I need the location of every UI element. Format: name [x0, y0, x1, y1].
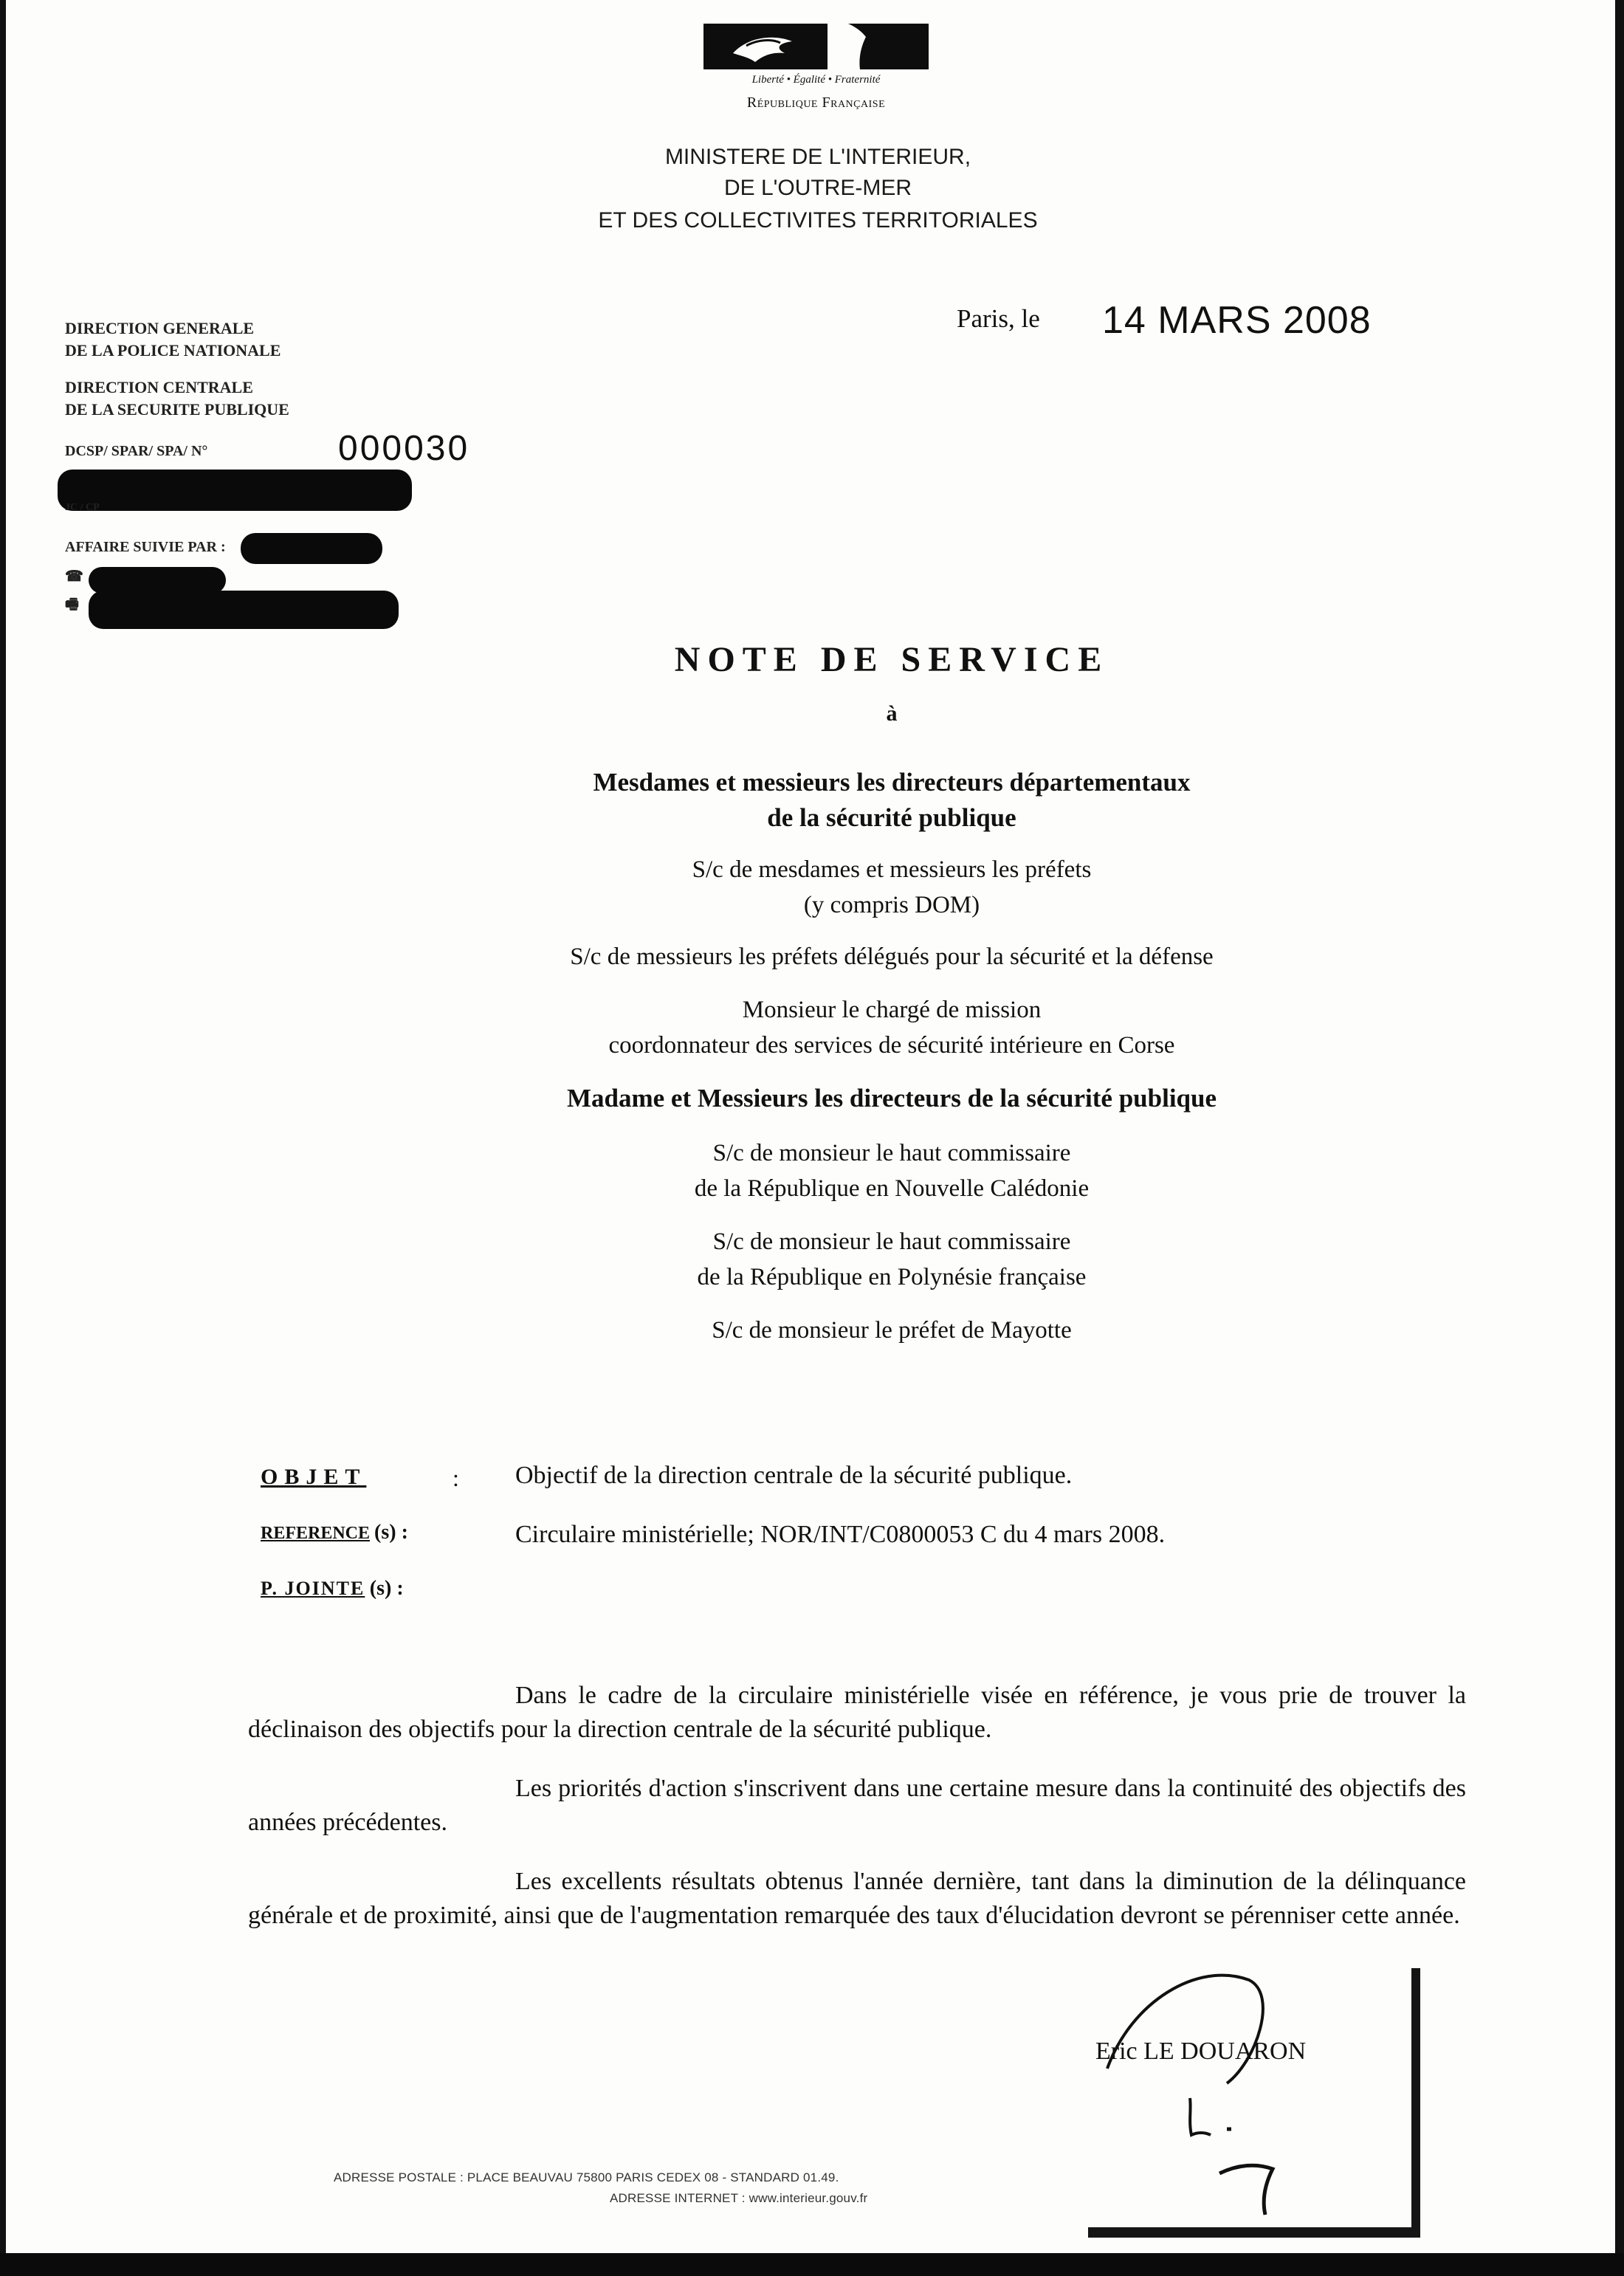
signature-block	[1079, 1958, 1411, 2227]
addressee-group2-line: Madame et Messieurs les directeurs de la sécurité publique	[566, 1084, 1217, 1113]
body-paragraph-1: Dans le cadre de la circulaire ministérielle visée en référence, je vous prie de trouver la déclinaison des objectifs pour la direction centrale de la sécurité publique.	[248, 1682, 1466, 1743]
addressee-group1-line2: de la sécurité publique	[767, 803, 1016, 832]
followed-by-label: AFFAIRE SUIVIE PAR :	[65, 539, 226, 555]
addressee-sub-line: S/c de monsieur le haut commissaire	[712, 1140, 1071, 1166]
scan-border	[0, 2253, 1624, 2276]
redaction-bar	[89, 567, 226, 594]
reference-label: DCSP/ SPAR/ SPA/ N°	[65, 443, 208, 459]
addressee-sub-line: (y compris DOM)	[803, 892, 980, 918]
addressee-sub-line: S/c de monsieur le préfet de Mayotte	[712, 1317, 1072, 1344]
body-paragraph-3: Les excellents résultats obtenus l'année dernière, tant dans la diminution de la délinquance générale et de proximité, ainsi que de l'augmentation remarquée des taux d'élucidation devront se pérenniser cette année.	[248, 1868, 1466, 1929]
phone-icon: ☎	[65, 568, 83, 585]
marianne-logo	[703, 24, 929, 69]
objet-colon: :	[453, 1465, 459, 1491]
republic-motto: Liberté • Égalité • Fraternité	[751, 74, 881, 86]
addressee-sub-line: de la République en Nouvelle Calédonie	[694, 1175, 1090, 1202]
body-paragraph-2: Les priorités d'action s'inscrivent dans une certaine mesure dans la continuité des objectifs des années précédentes.	[248, 1775, 1466, 1836]
addressee-sub-line: S/c de monsieur le haut commissaire	[712, 1228, 1071, 1255]
redaction-bar	[241, 533, 382, 564]
ministry-line-1: MINISTERE DE L'INTERIEUR,	[664, 145, 971, 169]
sender-line-2: DE LA POLICE NATIONALE	[65, 341, 281, 360]
reference-value: Circulaire ministérielle; NOR/INT/C0800053 C du 4 mars 2008.	[515, 1521, 1166, 1548]
date-value: 14 MARS 2008	[1102, 299, 1372, 342]
fax-icon: 🖷	[65, 596, 79, 613]
note-title: NOTE DE SERVICE	[674, 640, 1109, 679]
footer-postal-address: ADRESSE POSTALE : PLACE BEAUVAU 75800 PARIS CEDEX 08 - STANDARD 01.49.	[334, 2170, 839, 2184]
addressee-sub-line: de la République en Polynésie française	[697, 1264, 1087, 1290]
addressee-sub-line: coordonnateur des services de sécurité intérieure en Corse	[608, 1032, 1175, 1059]
addressee-sub-line: S/c de messieurs les préfets délégués pour la sécurité et la défense	[570, 943, 1214, 970]
sender-line-3: DIRECTION CENTRALE	[65, 378, 253, 396]
ministry-line-3: ET DES COLLECTIVITES TERRITORIALES	[598, 208, 1038, 233]
sender-line-4: DE LA SECURITE PUBLIQUE	[65, 400, 289, 419]
addressee-sub-line: Monsieur le chargé de mission	[742, 997, 1042, 1023]
attachment-label-text: P. JOINTE	[261, 1578, 365, 1599]
signatory-name: Eric LE DOUARON	[1095, 2038, 1307, 2065]
addressee-sub-line: S/c de mesdames et messieurs les préfets	[692, 856, 1092, 883]
sender-line-1: DIRECTION GENERALE	[65, 319, 255, 337]
republic-name: République Française	[746, 94, 886, 111]
attachment-suffix: (s) :	[369, 1577, 404, 1600]
document-page	[6, 0, 1615, 2253]
footer-web-address: ADRESSE INTERNET : www.interieur.gouv.fr	[610, 2191, 868, 2205]
date-prefix: Paris, le	[957, 304, 1040, 333]
redaction-bar	[58, 470, 412, 511]
objet-label: OBJET	[261, 1465, 367, 1489]
attachment-field-label	[261, 1577, 404, 1601]
addressee-group1-line1: Mesdames et messieurs les directeurs départementaux	[593, 768, 1191, 797]
reference-number: 000030	[338, 429, 470, 468]
reference-field-label	[261, 1521, 408, 1544]
redaction-bar	[89, 591, 399, 629]
handwritten-signature	[1079, 1958, 1411, 2227]
reference-label-text: REFERENCE	[261, 1524, 371, 1543]
objet-value: Objectif de la direction centrale de la sécurité publique.	[515, 1462, 1073, 1489]
ministry-line-2: DE L'OUTRE-MER	[723, 176, 912, 200]
note-to: à	[886, 701, 898, 726]
initials: JC / CP	[65, 502, 100, 513]
reference-suffix: (s) :	[374, 1521, 408, 1544]
